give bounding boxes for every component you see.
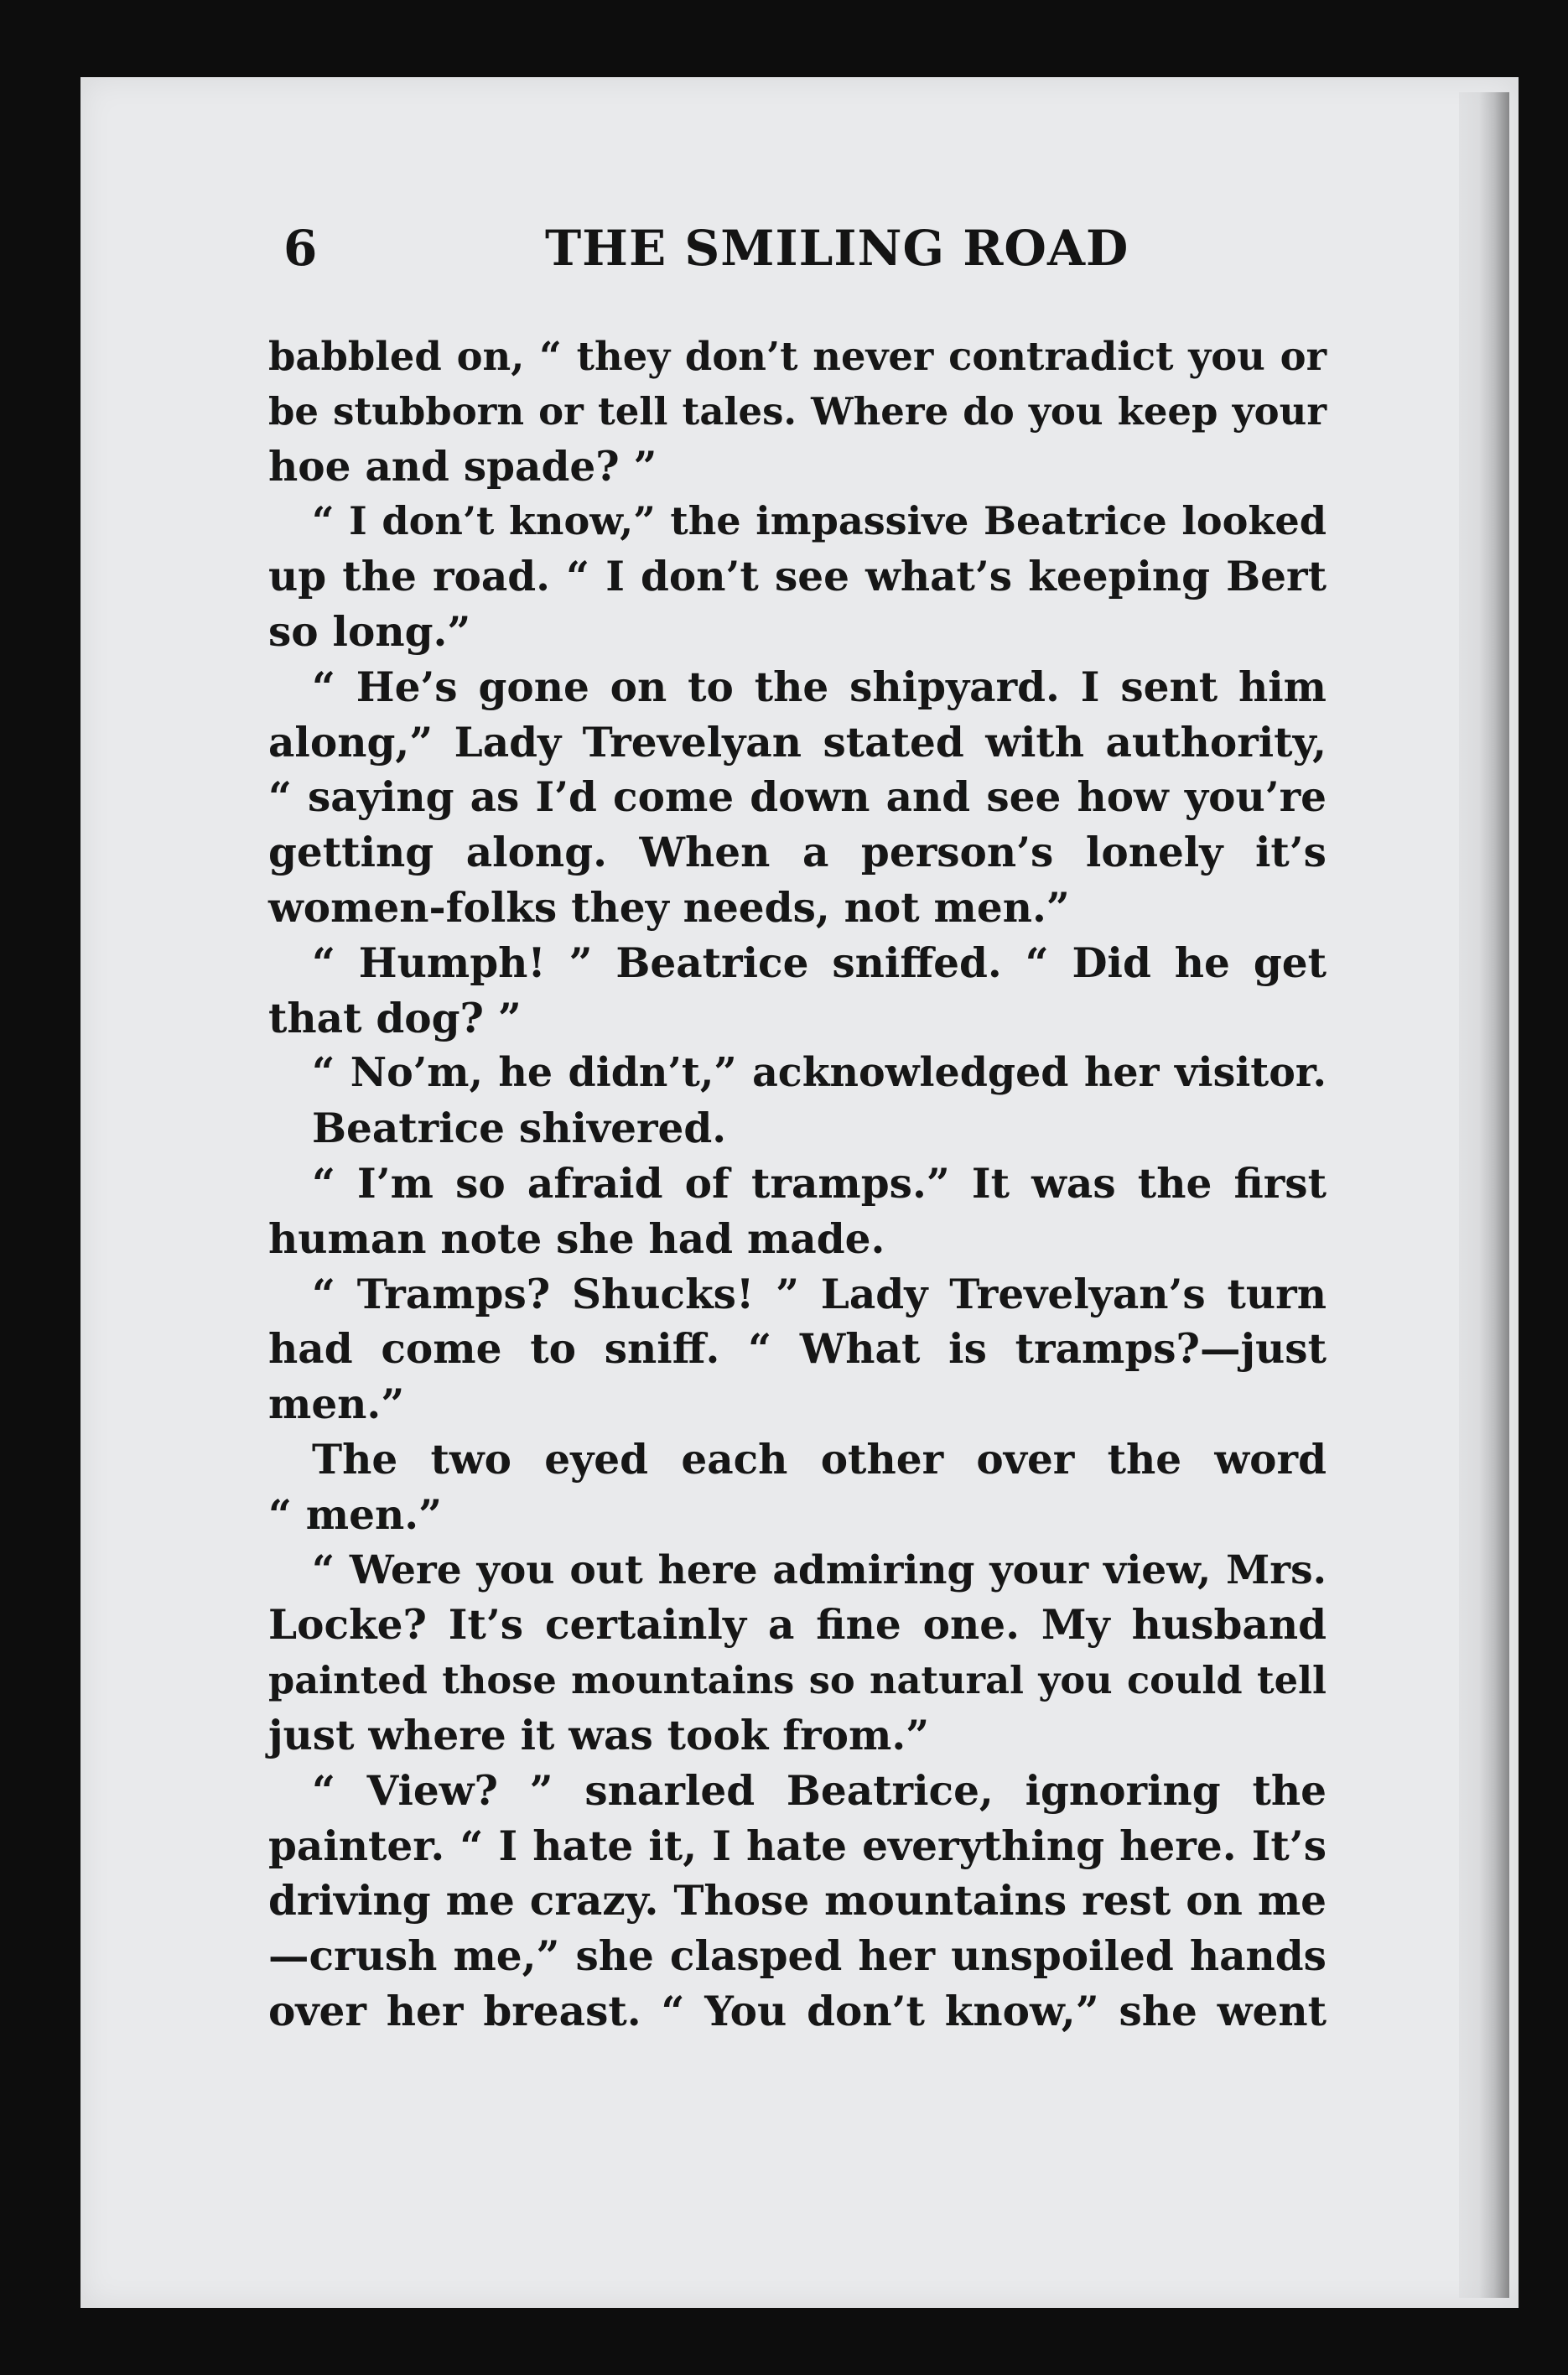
text-line: “ men.”	[268, 1490, 443, 1539]
text-line: The two eyed each other over the word	[312, 1435, 1327, 1484]
text-line: Beatrice shivered.	[312, 1104, 727, 1153]
text-line: that dog? ”	[268, 994, 522, 1042]
text-line: “ Were you out here admiring your view, Mrs.	[312, 1546, 1327, 1593]
text-line: human note she had made.	[268, 1214, 885, 1263]
text-line: “ saying as I’d come down and see how you’re	[268, 773, 1327, 822]
page-number: 6	[283, 220, 318, 277]
running-head	[283, 220, 1332, 287]
text-line: women-folks they needs, not men.”	[268, 883, 1070, 932]
body-text	[268, 329, 1327, 2040]
text-line: painted those mountains so natural you could tell	[268, 1658, 1327, 1703]
text-line: —crush me,” she clasped her unspoiled hands	[268, 1932, 1327, 1981]
text-line: men.”	[268, 1380, 405, 1429]
text-line: over her breast. “ You don’t know,” she went	[268, 1987, 1327, 2035]
page-edge-shadow	[1459, 92, 1509, 2298]
text-line: driving me crazy. Those mountains rest on me	[268, 1877, 1327, 1925]
text-line: so long.”	[268, 607, 471, 656]
text-line: getting along. When a person’s lonely it’s	[268, 829, 1327, 877]
text-line: painter. “ I hate it, I hate everything here. It’s	[268, 1822, 1327, 1870]
text-line: had come to sniff. “ What is tramps?—just	[268, 1325, 1327, 1374]
running-title: THE SMILING ROAD	[545, 220, 1129, 277]
text-line: “ Humph! ” Beatrice sniffed. “ Did he get	[312, 938, 1327, 987]
text-line: just where it was took from.”	[268, 1711, 930, 1759]
text-line: “ View? ” snarled Beatrice, ignoring the	[312, 1766, 1327, 1815]
text-line: along,” Lady Trevelyan stated with authority,	[268, 718, 1327, 767]
text-line: Locke? It’s certainly a fine one. My husband	[268, 1601, 1327, 1650]
text-line: “ He’s gone on to the shipyard. I sent him	[312, 663, 1327, 711]
text-line: hoe and spade? ”	[268, 442, 657, 491]
text-line: babbled on, “ they don’t never contradict you or	[268, 333, 1327, 379]
text-line: “ I don’t know,” the impassive Beatrice looked	[312, 498, 1327, 544]
text-line: be stubborn or tell tales. Where do you keep your	[268, 388, 1327, 434]
text-line: “ Tramps? Shucks! ” Lady Trevelyan’s turn	[312, 1270, 1327, 1318]
text-line: up the road. “ I don’t see what’s keeping Bert	[268, 553, 1327, 601]
text-line: “ No’m, he didn’t,” acknowledged her visitor.	[312, 1049, 1327, 1097]
text-line: “ I’m so afraid of tramps.” It was the first	[312, 1159, 1327, 1208]
